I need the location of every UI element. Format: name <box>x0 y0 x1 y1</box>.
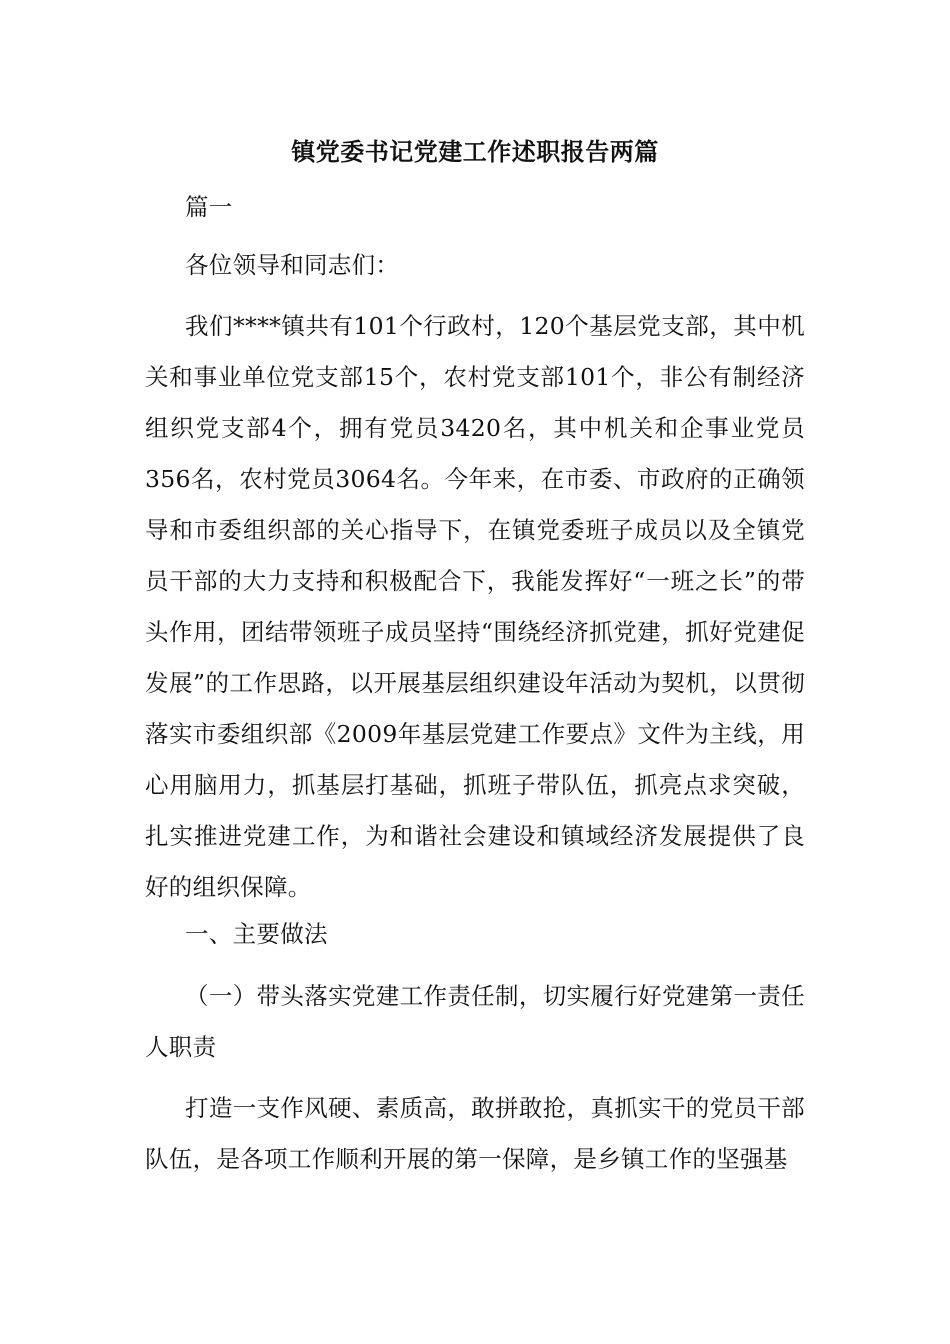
document-title: 镇党委书记党建工作述职报告两篇 <box>291 137 659 166</box>
part-label: 篇一 <box>185 193 233 221</box>
body-paragraph: 打造一支作风硬、素质高，敢拼敢抢，真抓实干的党员干部队伍，是各项工作顺利开展的第一保障，是乡镇工作的坚强基 <box>145 1094 805 1173</box>
subsection-heading: （一）带头落实党建工作责任制，切实履行好党建第一责任人职责 <box>145 982 805 1061</box>
salutation: 各位领导和同志们： <box>185 251 400 279</box>
intro-paragraph: 我们****镇共有101个行政村，120个基层党支部，其中机关和事业单位党支部15个，农村党支部101个，非公有制经济组织党支部4个，拥有党员3420名，其中机关和企事业党员356名，农村党员3064名。今年来，在市委、市政府的正确领导和市委组织部的关心指导下，在镇党委班子成员以及全镇党员干部的大力支持和积极配合下，我能发挥好“一班之长”的带头作用，团结带领班子成员坚持“围绕经济抓党建，抓好党建促发展”的工作思路，以开展基层组织建设年活动为契机，以贯彻落实市委组织部《2009年基层党建工作要点》文件为主线，用心用脑用力，抓基层打基础，抓班子带队伍，抓亮点求突破，扎实推进党建工作，为和谐社会建设和镇域经济发展提供了良好的组织保障。 <box>145 312 805 901</box>
section-heading: 一、主要做法 <box>185 920 328 948</box>
